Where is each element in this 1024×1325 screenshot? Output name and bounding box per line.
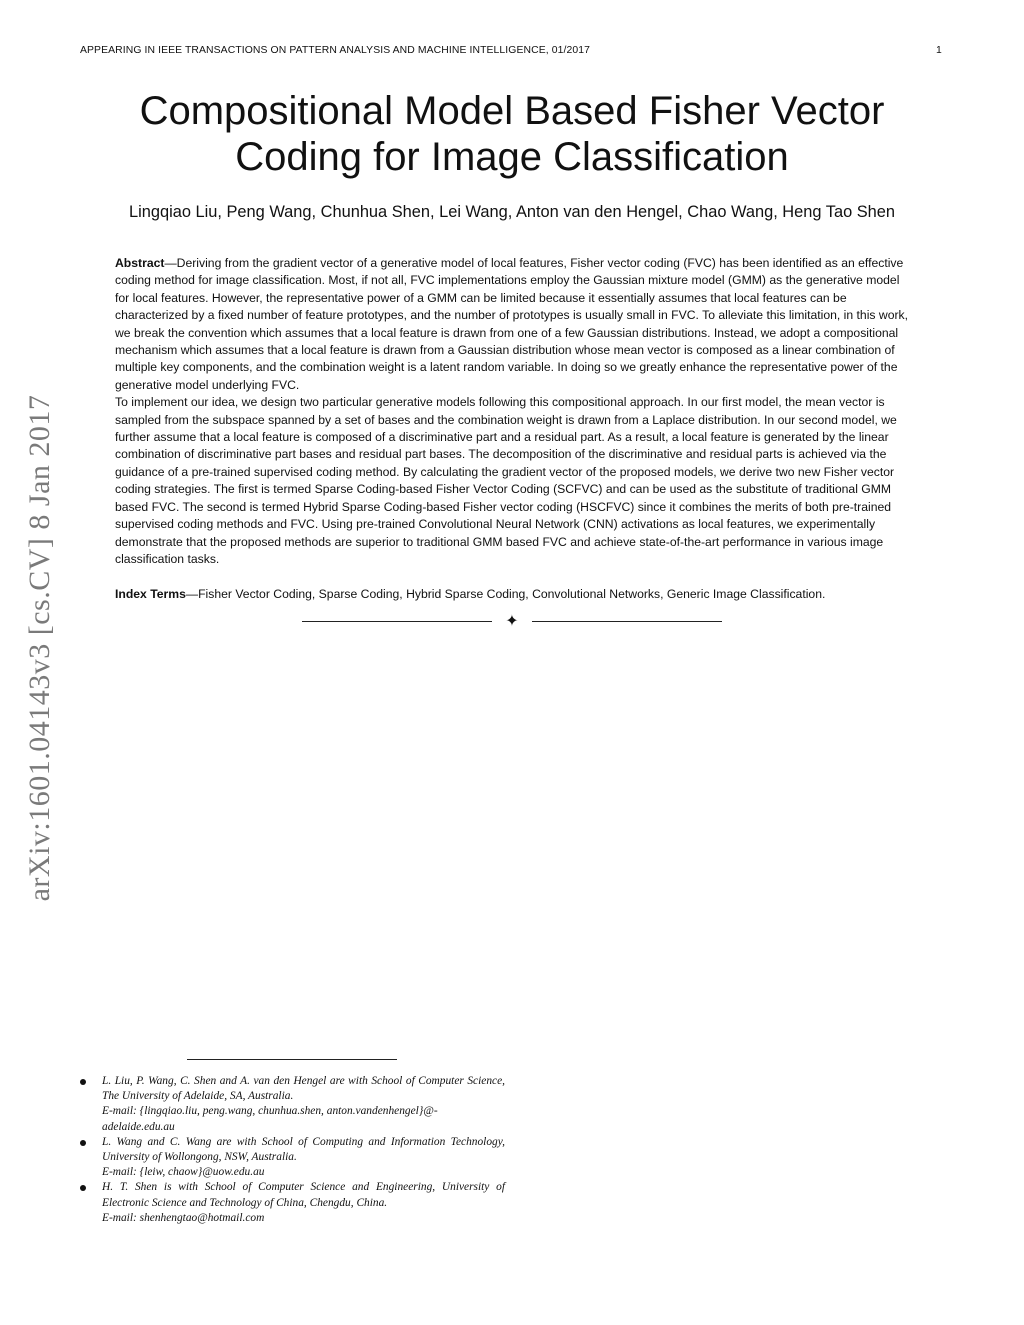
bullet-icon: [80, 1079, 86, 1085]
title-line-1: Compositional Model Based Fisher Vector: [139, 89, 885, 133]
title-line-2: Coding for Image Classification: [235, 135, 789, 179]
index-terms-text: —Fisher Vector Coding, Sparse Coding, Hybrid Sparse Coding, Convolutional Networks, Generic Image Classification.: [185, 587, 826, 601]
footnote-text: L. Wang and C. Wang are with School of Computing and Information Technology, University of Wollongong, NSW, Australia.: [102, 1135, 505, 1164]
paper-title: [60, 88, 964, 180]
bullet-icon: [80, 1185, 86, 1191]
abstract: [115, 255, 911, 568]
divider-line-left: [302, 621, 492, 622]
footnote-text: H. T. Shen is with School of Computer Science and Engineering, University of Electronic Science and Technology of China, Chengdu, China.: [102, 1181, 505, 1209]
divider-line-right: [532, 621, 722, 622]
author-list: Lingqiao Liu, Peng Wang, Chunhua Shen, Lei Wang, Anton van den Hengel, Chao Wang, Heng Tao Shen: [128, 203, 896, 221]
section-divider: [302, 613, 722, 631]
arxiv-identifier: arXiv:1601.04143v3 [cs.CV] 8 Jan 2017: [23, 394, 56, 902]
footnote-item: [80, 1180, 505, 1226]
abstract-paragraph-2: To implement our idea, we design two particular generative models following this compositional approach. In our first model, the mean vector is sampled from the subspace spanned by a set of bases and the combination weight is drawn from a Laplace distribution. In our second model, we further assume that a local feature is composed of a discriminative part and a residual part. As a result, a local feature is generated by the linear combination of discriminative part bases and residual part bases. The decomposition of the discriminative and residual parts is achieved via the guidance of a pre-trained supervised coding method. By calculating the gradient vector of the proposed models, we derive two new Fisher vector coding strategies. The first is termed Sparse Coding-based Fisher Vector Coding (SCFVC) and can be used as the substitute of traditional GMM based FVC. The second is termed Hybrid Sparse Coding-based Fisher vector coding (HSCFVC) since it combines the merits of both pre-trained supervised coding methods and FVC. Using pre-trained Convolutional Neural Network (CNN) activations as local features, we experimentally demonstrate that the proposed methods are superior to traditional GMM based FVC and achieve state-of-the-art performance in various image classification tasks.: [115, 395, 897, 566]
abstract-text-1: —Deriving from the gradient vector of a generative model of local features, Fisher vector coding (FVC) has been identified as an effective coding method for image classification. Most, if not all, FVC implementations employ the Gaussian mixture model (GMM) as the generative model for local features. However, the representative power of a GMM can be limited because it essentially assumes that local features can be characterized by a fixed number of feature prototypes, and the number of prototypes is usually small in FVC. To alleviate this limitation, in this work, we break the convention which assumes that a local feature is drawn from one of a few Gaussian distributions. Instead, we adopt a compositional mechanism which assumes that a local feature is drawn from a Gaussian distribution whose mean vector is composed as a linear combination of multiple key components, and the combination weight is a latent random variable. In doing so we greatly enhance the representative power of the generative model underlying FVC.: [115, 256, 909, 392]
index-terms: [115, 586, 915, 603]
affiliation-footnotes: [80, 1074, 505, 1226]
footnote-item: [80, 1074, 505, 1135]
abstract-label: Abstract: [115, 256, 165, 270]
abstract-paragraph-1: [115, 255, 911, 394]
divider-ornament-icon: ✦: [505, 613, 519, 630]
footnote-rule: [187, 1059, 397, 1060]
page-number: 1: [936, 45, 942, 56]
running-head: APPEARING IN IEEE TRANSACTIONS ON PATTERN ANALYSIS AND MACHINE INTELLIGENCE, 01/2017: [80, 45, 590, 56]
footnote-text: L. Liu, P. Wang, C. Shen and A. van den Hengel are with School of Computer Science, The University of Adelaide, SA, Australia.: [102, 1075, 505, 1103]
footnote-email: E-mail: {lingqiao.liu, peng.wang, chunhua.shen, anton.vandenhengel}@-adelaide.edu.au: [102, 1105, 438, 1133]
footnote-email: E-mail: {leiw, chaow}@uow.edu.au: [102, 1166, 265, 1179]
index-terms-label: Index Terms: [115, 587, 186, 601]
footnote-item: [80, 1135, 505, 1181]
bullet-icon: [80, 1140, 86, 1146]
footnote-email: E-mail: shenhengtao@hotmail.com: [102, 1211, 265, 1224]
